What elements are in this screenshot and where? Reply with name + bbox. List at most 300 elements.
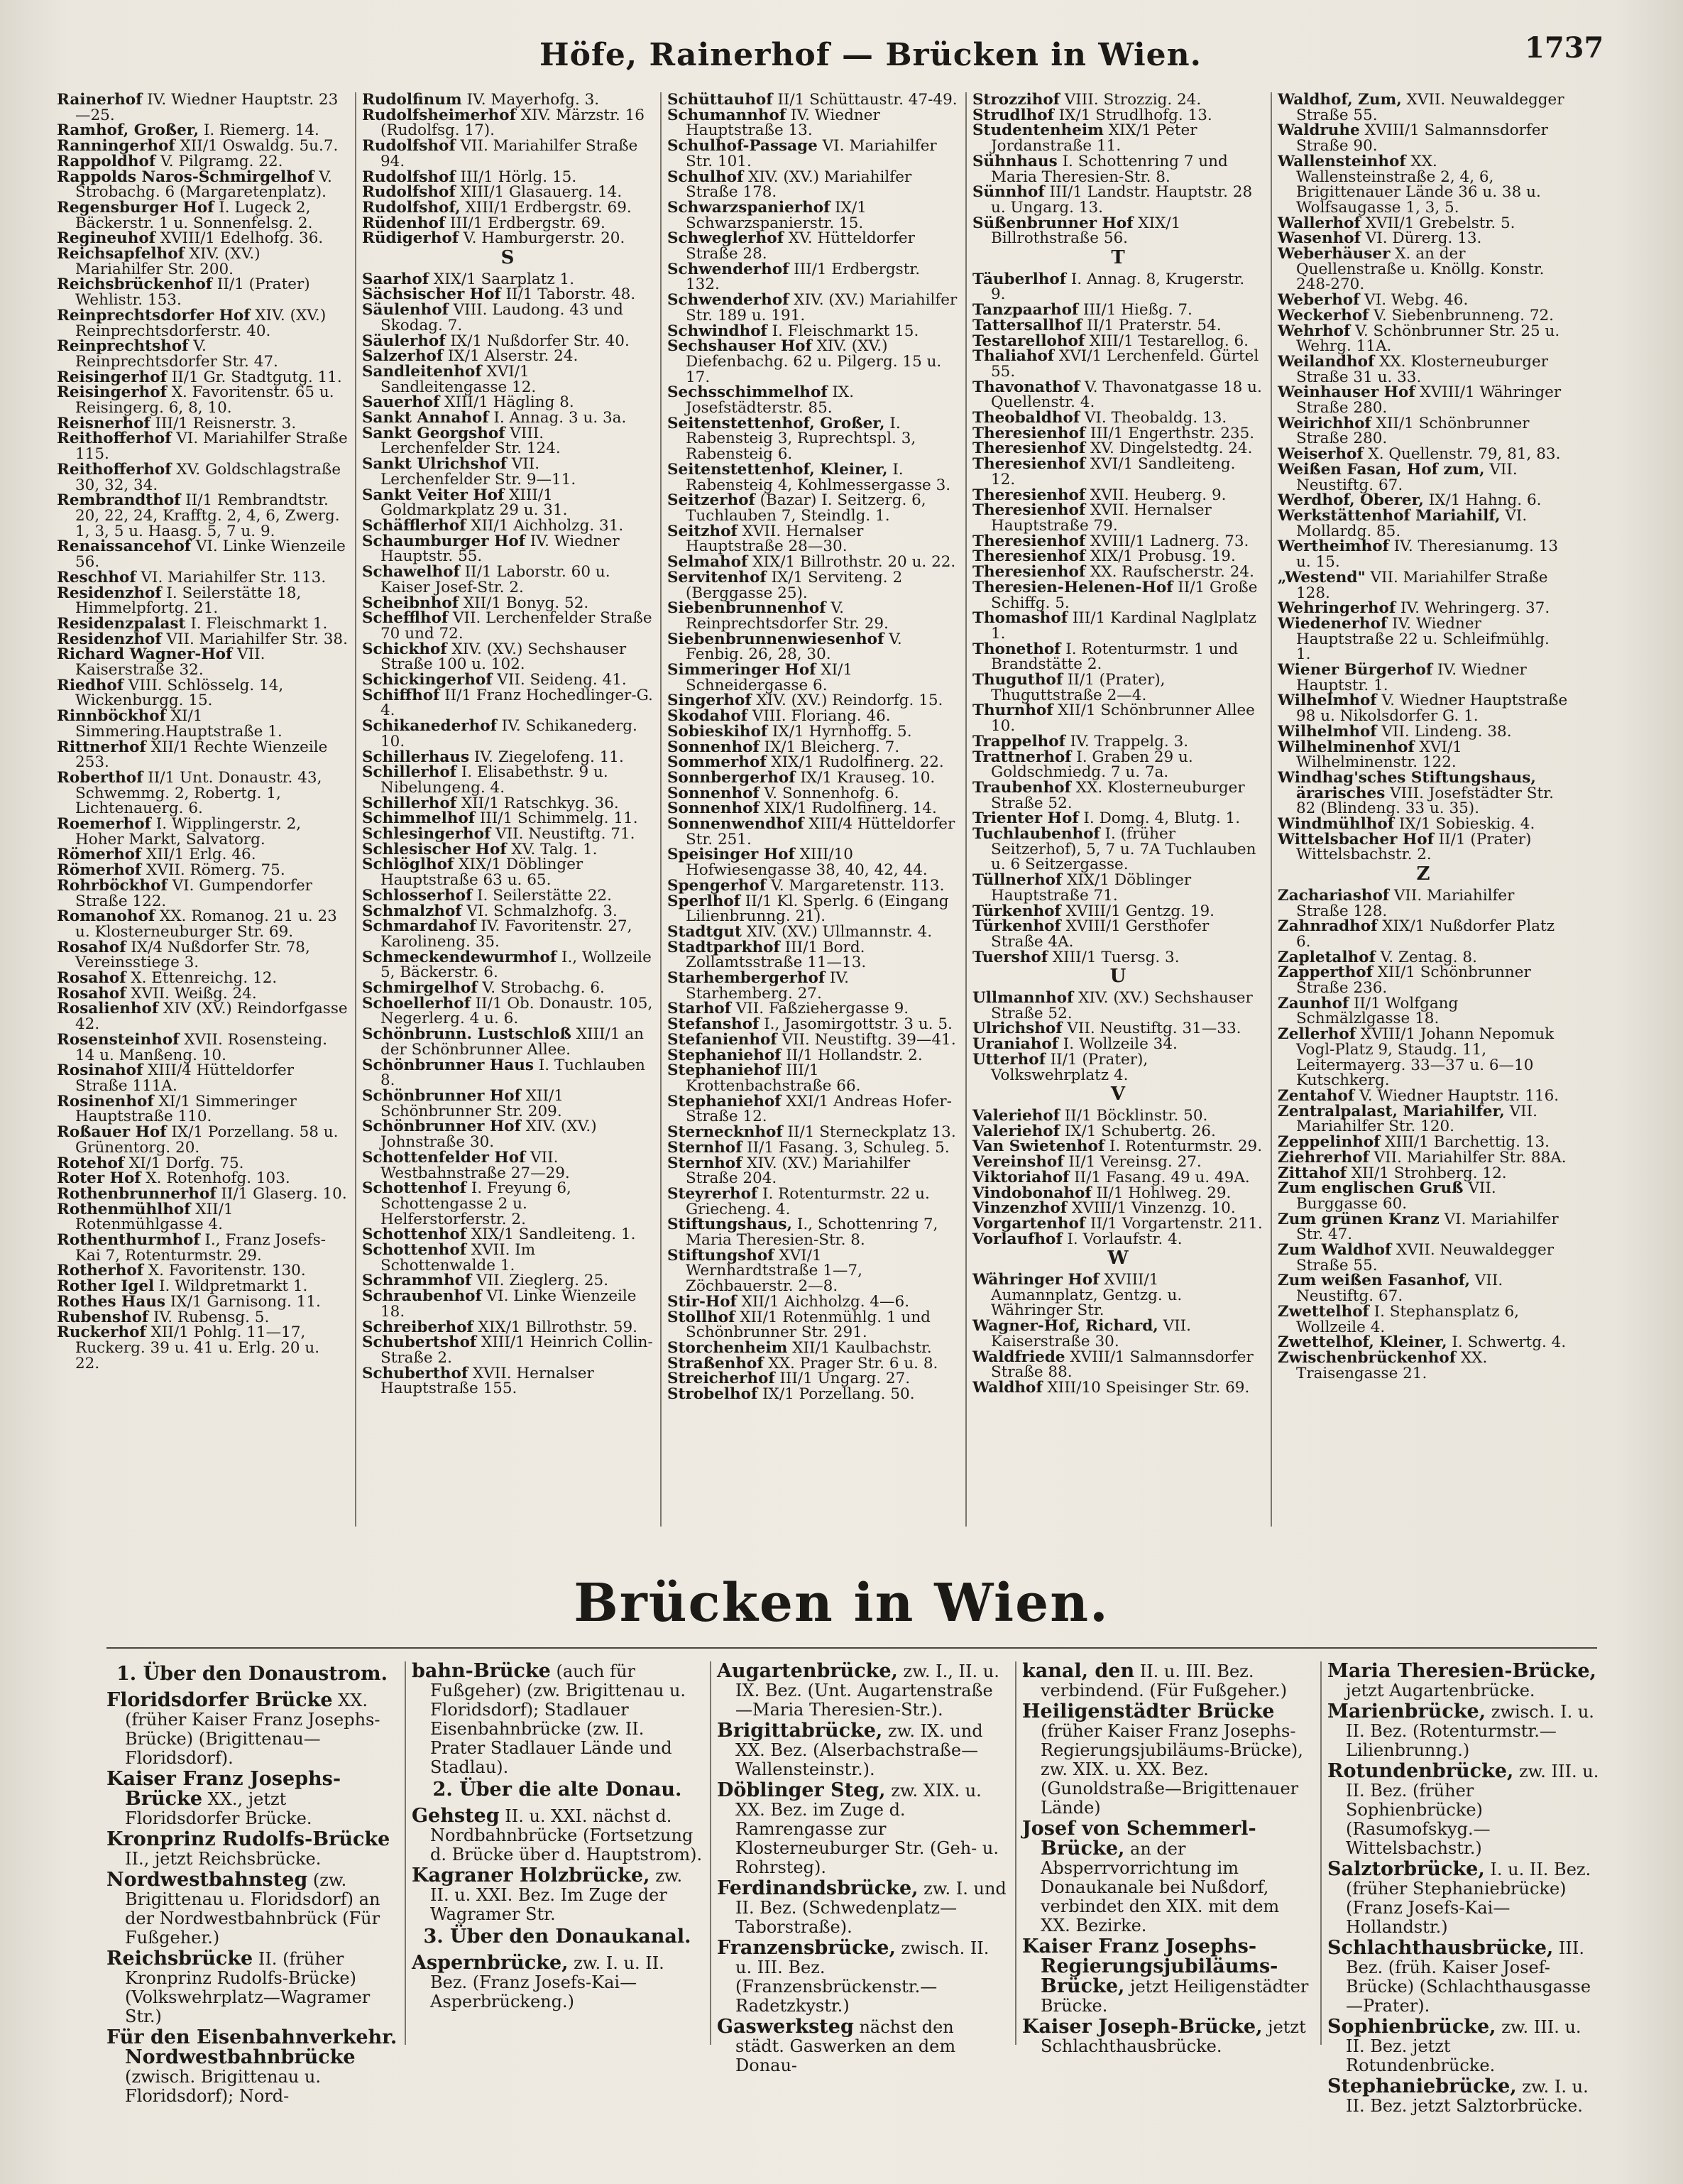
register-entry: Sobieskihof IX/1 Hyrnhoffg. 5. (667, 722, 912, 741)
register-entry: Schubertshof XIII/1 Heinrich Collin-Straße 2. (362, 1333, 653, 1367)
entry-name: Wittelsbacher Hof (1278, 830, 1434, 848)
entry-name: Sünnhof (972, 183, 1045, 202)
entry-name: Schefflhof (362, 609, 449, 628)
register-entry: Zum Waldhof XVII. Neuwaldegger Straße 55. (1278, 1241, 1555, 1274)
entry-name: Wagner-Hof, Richard, (972, 1317, 1158, 1336)
register-entry: Schreiberhof XIX/1 Billrothstr. 59. (362, 1318, 637, 1336)
register-entry: Wilhelmhof V. Wiedner Hauptstraße 98 u. Nikolsdorfer G. 1. (1278, 692, 1568, 726)
page-header (0, 31, 1683, 81)
entry-name: Stephaniehof (667, 1092, 782, 1110)
register-entry: Döblinger Steg, zw. XIX. u. XX. Bez. im Zuge d. Ramrengasse zur Klosterneuburger Str. (Geh- u. Rohrsteg). (717, 1779, 999, 1877)
register-entry: Sonnenwendhof XIII/4 Hütteldorfer Str. 251. (667, 815, 955, 848)
register-entry: Schlachthausbrücke, III. Bez. (früh. Kaiser Josef-Brücke) (Schlachthausgasse—Prater). (1327, 1937, 1591, 2016)
register-entry: Rohrböckhof VI. Gumpendorfer Straße 122. (57, 876, 312, 910)
entry-name: Saarhof (362, 270, 429, 288)
bridges-column-2 (412, 1661, 703, 2059)
entry-name: Thaliahof (972, 347, 1055, 366)
register-entry: Nordwestbahnsteg (zw. Brigittenau u. Floridsdorf) an der Nordwestbahnbrück (Für Fußgeher.) (106, 1869, 380, 1948)
register-entry: Römerhof XVII. Römerg. 75. (57, 861, 285, 880)
register-entry: Van Swietenhof I. Rotenturmstr. 29. (972, 1137, 1263, 1156)
register-entry: Siebenbrunnenwiesenhof V. Fenbig. 26, 28, 30. (667, 630, 902, 664)
register-entry: Rudolfshof XIII/1 Glasauerg. 14. (362, 183, 623, 202)
register-entry: Residenzhof I. Seilerstätte 18, Himmelpfortg. 21. (57, 584, 302, 618)
entry-name: Sandleitenhof (362, 362, 482, 381)
entry-name: Scheibnhof (362, 594, 459, 612)
entry-name: Kaiser Franz Josephs-Regierungsjubiläums-Brücke, (1022, 1935, 1278, 1997)
entry-name: Säulenhof (362, 301, 449, 320)
register-entry: Marienbrücke, zwisch. I. u. II. Bez. (Rotenturmstr.—Lilienbrunng.) (1327, 1700, 1594, 1760)
column-divider (1015, 1661, 1016, 2045)
entry-name: Schmeckendewurmhof (362, 948, 557, 966)
entry-name: Starhembergerhof (667, 969, 826, 988)
register-entry: Schulhof-Passage VI. Mariahilfer Str. 101. (667, 137, 937, 170)
entry-name: Schraubenhof (362, 1287, 482, 1306)
register-entry: Waldfriede XVIII/1 Salmannsdorfer Straße 88. (972, 1348, 1254, 1382)
entry-name: Schimmelhof (362, 809, 475, 828)
column-divider (405, 1661, 406, 2045)
register-entry: Zwettelhof, Kleiner, I. Schwertg. 4. (1278, 1333, 1567, 1352)
entry-name: Thurnhof (972, 701, 1053, 720)
entry-name: Romanohof (57, 907, 155, 926)
register-entry: Salzerhof IX/1 Alserstr. 24. (362, 347, 579, 366)
entry-name: Wasenhof (1278, 229, 1361, 248)
entry-name: Skodahof (667, 707, 747, 726)
register-entry: Theresienhof XVII. Hernalser Hauptstraße 79. (972, 501, 1212, 535)
register-entry: Thavonathof V. Thavonatgasse 18 u. Quellenstr. 4. (972, 378, 1262, 412)
entry-name: Heiligenstädter Brücke (1022, 1700, 1275, 1722)
entry-name: Starhof (667, 1000, 731, 1018)
register-entry: Wehrhof V. Schönbrunner Str. 25 u. Wehrg. 11A. (1278, 322, 1560, 356)
entry-name: Kaiser Franz Josephs-Brücke (106, 1768, 341, 1810)
register-entry: Sünnhof III/1 Landstr. Hauptstr. 28 u. Ungarg. 13. (972, 183, 1253, 217)
entry-name: Rudolfshof, (362, 198, 461, 217)
register-column-4 (972, 92, 1263, 1527)
entry-name: Zachariashof (1278, 886, 1390, 905)
register-entry: Wittelsbacher Hof II/1 (Prater) Wittelsbachstr. 2. (1278, 830, 1532, 864)
entry-name: Zum weißen Fasanhof, (1278, 1272, 1470, 1290)
register-entry: Thonethof I. Rotenturmstr. 1 und Brandstätte 2. (972, 640, 1239, 674)
register-entry: Zwischenbrückenhof XX. Traisengasse 21. (1278, 1348, 1488, 1382)
register-entry: Wiener Bürgerhof IV. Wiedner Hauptstr. 1. (1278, 661, 1527, 694)
register-entry: Zum englischen Gruß VII. Burggasse 60. (1278, 1179, 1496, 1213)
register-entry: Waldhof XIII/10 Speisinger Str. 69. (972, 1378, 1250, 1397)
entry-name: Theobaldhof (972, 409, 1080, 427)
register-entry: Schönbrunner Haus I. Tuchlauben 8. (362, 1056, 645, 1090)
section-letter: U (1109, 966, 1126, 988)
entry-name: Schickingerhof (362, 671, 493, 689)
register-entry: Ferdinandsbrücke, zw. I. und II. Bez. (Schwedenplatz—Taborstraße). (717, 1877, 1007, 1937)
register-entry: Theresienhof XVI/1 Sandleiteng. 12. (972, 455, 1236, 488)
entry-name: Uraniahof (972, 1035, 1058, 1054)
register-entry: Utterhof II/1 (Prater), Volkswehrplatz 4. (972, 1050, 1149, 1084)
register-entry: Rosahof IX/4 Nußdorfer Str. 78, Vereinsstiege 3. (57, 938, 310, 972)
bridges-column-1 (106, 1661, 398, 2106)
register-entry: Theresienhof XV. Dingelstedtg. 24. (972, 439, 1253, 458)
entry-name: Schickhof (362, 640, 447, 658)
register-entry: Kaiser Franz Josephs-Regierungsjubiläums-Brücke, jetzt Heiligenstädter Brücke. (1022, 1935, 1309, 2016)
register-entry: Schönbrunner Hof XIV. (XV.) Johnstraße 30. (362, 1118, 597, 1152)
entry-name: Süßenbrunner Hof (972, 214, 1134, 232)
register-columns (57, 92, 1583, 1527)
entry-name: Schlesischer Hof (362, 840, 507, 858)
register-entry: Sandleitenhof XVI/1 Sandleitengasse 12. (362, 362, 537, 396)
entry-name: Weißen Fasan, Hof zum, (1278, 460, 1485, 479)
entry-name: Sühnhaus (972, 152, 1058, 170)
entry-name: Zapperthof (1278, 963, 1373, 982)
entry-name: Zentralpalast, Mariahilfer, (1278, 1102, 1505, 1120)
register-entry: Kagraner Holzbrücke, zw. II. u. XXI. Bez. Im Zuge der Wagramer Str. (412, 1864, 683, 1924)
entry-name: Windmühlhof (1278, 815, 1395, 834)
register-entry: Renaissancehof VI. Linke Wienzeile 56. (57, 537, 346, 572)
entry-name: Residenzpalast (57, 614, 186, 633)
register-entry: Zapletalhof V. Zentag. 8. (1278, 948, 1477, 966)
entry-name: Schrammhof (362, 1272, 472, 1290)
register-entry: Trattnerhof I. Graben 29 u. Goldschmiedg. 7 u. 7a. (972, 748, 1193, 782)
register-entry: Servitenhof IX/1 Serviteng. 2 (Berggasse 25). (667, 568, 903, 602)
register-entry: Rüdenhof III/1 Erdbergstr. 69. (362, 214, 605, 232)
entry-name: Rinnböckhof (57, 707, 166, 726)
entry-name: Wilhelmhof (1278, 722, 1377, 741)
entry-name: Sächsischer Hof (362, 285, 501, 304)
register-entry: Schottenhof XIX/1 Sandleiteng. 1. (362, 1225, 636, 1244)
register-entry: Rosinahof XIII/4 Hütteldorfer Straße 111A. (57, 1061, 295, 1095)
register-entry: Schottenhof I. Freyung 6, Schottengasse 2 u. Helferstorferstr. 2. (362, 1179, 571, 1228)
register-entry: Stephaniehof XXI/1 Andreas Hofer-Straße 12. (667, 1092, 952, 1126)
register-entry: Schawelhof II/1 Laborstr. 60 u. Kaiser Josef-Str. 2. (362, 563, 610, 596)
column-divider (660, 92, 662, 1527)
register-entry: Rudolfinum IV. Mayerhofg. 3. (362, 91, 600, 109)
entry-name: Floridsdorfer Brücke (106, 1689, 333, 1711)
entry-name: Sobieskihof (667, 722, 768, 741)
entry-name: Vorlaufhof (972, 1230, 1063, 1248)
register-entry: Schwarzspanierhof IX/1 Schwarzspanierstr. 15. (667, 198, 867, 232)
register-entry: bahn-Brücke (auch für Fußgeher) (zw. Brigittenau u. Floridsdorf); Stadlauer Eisenbahnbrücke (zw. II. Prater Stadlauer Lände und Stadlau). (412, 1660, 686, 1777)
register-entry: Stephaniehof III/1 Krottenbachstraße 66. (667, 1061, 861, 1095)
register-entry: Wallensteinhof XX. Wallensteinstraße 2, 4, 6, Brigittenauer Lände 36 u. 38 u. Wolfsaugasse 1, 3, 5. (1278, 152, 1541, 217)
entry-name: Stollhof (667, 1308, 735, 1326)
entry-name: Regensburger Hof (57, 198, 214, 217)
register-column-5 (1278, 92, 1569, 1527)
entry-name: Thomashof (972, 609, 1068, 628)
entry-name: Schaumburger Hof (362, 532, 525, 550)
entry-name: Schlesingerhof (362, 825, 491, 843)
register-entry: Wertheimhof IV. Theresianumg. 13 u. 15. (1278, 537, 1559, 572)
register-entry: Rudolfsheimerhof XIV. Märzstr. 16 (Rudolfsg. 17). (362, 106, 645, 140)
register-entry: Thuguthof II/1 (Prater), Thuguttstraße 2—4. (972, 671, 1166, 704)
bridges-column-5 (1327, 1660, 1604, 2116)
register-entry: Rother Igel I. Wildpretmarkt 1. (57, 1277, 308, 1296)
register-entry: Stadtparkhof III/1 Bord. Zollamtsstraße 11—13. (667, 938, 867, 972)
entry-name: Stadtgut (667, 922, 742, 941)
register-entry: Windhag'sches Stiftungshaus, ärarisches VIII. Josefstädter Str. 82 (Blindeng. 33 u. 35). (1278, 768, 1554, 818)
register-entry: Sauerhof XIII/1 Hägling 8. (362, 393, 574, 412)
entry-name: Rudolfinum (362, 91, 462, 109)
register-entry: Weilandhof XX. Klosterneuburger Straße 31 u. 33. (1278, 352, 1548, 386)
entry-name: Schwenderhof (667, 291, 789, 310)
entry-name: Tattersallhof (972, 316, 1082, 334)
entry-name: Schmirgelhof (362, 979, 478, 998)
register-entry: Reichsapfelhof XIV. (XV.) Mariahilfer Str. 200. (57, 245, 261, 278)
entry-name: Zum grünen Kranz (1278, 1210, 1440, 1228)
register-entry: Valeriehof IX/1 Schubertg. 26. (972, 1122, 1216, 1140)
register-entry: Rappolds Naros-Schmirgelhof V. Strobachg. 6 (Margaretenplatz). (57, 168, 332, 202)
register-entry: Seitzerhof (Bazar) I. Seitzerg. 6, Tuchlauben 7, Steindlg. 1. (667, 491, 926, 525)
register-entry: Schaumburger Hof IV. Wiedner Hauptstr. 55. (362, 532, 620, 566)
entry-name: Thonethof (972, 640, 1061, 658)
entry-name: Vereinshof (972, 1153, 1064, 1172)
register-entry: Zum grünen Kranz VI. Mariahilfer Str. 47. (1278, 1210, 1559, 1244)
register-entry: Rudolfshof VII. Mariahilfer Straße 94. (362, 137, 638, 170)
register-entry: Rosalienhof XIV (XV.) Reindorfgasse 42. (57, 1000, 348, 1034)
entry-name: Rosahof (57, 984, 126, 1003)
register-entry: Zittahof XII/1 Strohberg. 12. (1278, 1164, 1507, 1182)
register-entry: Schlesischer Hof XV. Talg. 1. (362, 840, 598, 858)
entry-name: Rosinahof (57, 1061, 143, 1080)
bridges-columns (106, 1660, 1604, 2116)
entry-name: Sonnenwendhof (667, 815, 804, 834)
column-divider (355, 92, 356, 1527)
entry-name: Wilhelminenhof (1278, 738, 1415, 756)
register-entry: Rothenthurmhof I., Franz Josefs-Kai 7, Rotenturmstr. 29. (57, 1231, 327, 1265)
entry-name: Schlachthausbrücke, (1327, 1937, 1554, 1959)
entry-name: Nordwestbahnsteg (106, 1869, 308, 1891)
entry-name: Renaissancehof (57, 537, 192, 556)
entry-name: Stefanshof (667, 1015, 760, 1034)
entry-name: Schwenderhof (667, 260, 789, 278)
entry-name: Schumannhof (667, 106, 786, 124)
entry-name: Residenzhof (57, 630, 162, 648)
register-entry: Zellerhof XVIII/1 Johann Nepomuk Vogl-Platz 9, Staudg. 11, Leitermayerg. 33—37 u. 6—10 Kutschkerg. (1278, 1025, 1555, 1090)
register-entry: Reisnerhof III/1 Reisnerstr. 3. (57, 414, 297, 432)
entry-name: Ullmannhof (972, 989, 1074, 1008)
register-entry: Vinzenzhof XVIII/1 Vinzenzg. 10. (972, 1199, 1236, 1218)
entry-name: Simmeringer Hof (667, 661, 816, 679)
entry-name: Rothes Haus (57, 1292, 166, 1311)
register-entry: Werkstättenhof Mariahilf, VI. Mollardg. 85. (1278, 506, 1528, 540)
register-entry: Zachariashof VII. Mariahilfer Straße 128. (1278, 886, 1515, 920)
entry-name: Rüdenhof (362, 214, 446, 232)
entry-name: Traubenhof (972, 778, 1071, 797)
register-entry: Schimmelhof III/1 Schimmelg. 11. (362, 809, 638, 828)
entry-name: Waldruhe (1278, 121, 1360, 140)
register-column-3 (667, 92, 958, 1527)
register-entry: Brigittabrücke, zw. IX. und XX. Bez. (Alserbachstraße—Wallensteinstr.). (717, 1720, 983, 1779)
register-entry: Zeppelinhof XIII/1 Barchettig. 13. (1278, 1133, 1550, 1152)
bridges-heading: Brücken in Wien. (574, 1573, 1109, 1634)
register-entry: kanal, den II. u. III. Bez. verbindend. (Für Fußgeher.) (1022, 1660, 1288, 1700)
entry-name: Rappolds Naros-Schmirgelhof (57, 168, 314, 186)
entry-name: Wallensteinhof (1278, 152, 1406, 170)
register-entry: Theresienhof XVIII/1 Ladnerg. 73. (972, 532, 1249, 550)
entry-name: Waldhof, Zum, (1278, 91, 1402, 109)
register-entry: Selmahof XIX/1 Billrothstr. 20 u. 22. (667, 553, 956, 572)
register-column-2 (362, 92, 653, 1527)
entry-name: Ziehrerhof (1278, 1148, 1369, 1167)
section-rule (106, 1647, 1597, 1649)
register-entry: Weirichhof XII/1 Schönbrunner Straße 280. (1278, 414, 1530, 448)
entry-name: Servitenhof (667, 568, 767, 586)
register-entry: Skodahof VIII. Floriang. 46. (667, 707, 891, 726)
entry-name: Ramhof, Großer, (57, 121, 199, 140)
register-entry: Schiffhof II/1 Franz Hochedlinger-G. 4. (362, 686, 653, 720)
entry-name: Wertheimhof (1278, 537, 1389, 556)
entry-name: Salzerhof (362, 347, 444, 366)
entry-name: Schoellerhof (362, 994, 471, 1012)
section-letter: T (1111, 247, 1125, 269)
entry-name: Reichsapfelhof (57, 245, 185, 263)
register-entry: Tanzpaarhof III/1 Hießg. 7. (972, 301, 1193, 320)
entry-name: Rainerhof (57, 91, 143, 109)
entry-name: Siebenbrunnenwiesenhof (667, 630, 884, 648)
entry-name: Zittahof (1278, 1164, 1347, 1182)
entry-name: Testarellohof (972, 332, 1085, 350)
register-entry: Rembrandthof II/1 Rembrandtstr. 20, 22, 24, Krafftg. 2, 4, 6, Zwerg. 1, 3, 5 u. Haasg. 5, 7 u. 9. (57, 491, 340, 540)
entry-name: Stephaniehof (667, 1046, 782, 1064)
register-entry: Sankt Annahof I. Annag. 3 u. 3a. (362, 409, 627, 427)
register-entry: Schlöglhof XIX/1 Döblinger Hauptstraße 63 u. 65. (362, 856, 583, 890)
entry-name: Van Swietenhof (972, 1137, 1105, 1156)
entry-name: Rittnerhof (57, 738, 146, 756)
register-entry: Saarhof XIX/1 Saarplatz 1. (362, 270, 575, 288)
register-entry: Aspernbrücke, zw. I. u. II. Bez. (Franz Josefs-Kai—Asperbrückeng.) (412, 1952, 664, 2011)
register-entry: Wilhelminenhof XVI/1 Wilhelminenstr. 122. (1278, 738, 1462, 772)
entry-name: Kaiser Joseph-Brücke, (1022, 2016, 1263, 2038)
register-entry: Salztorbrücke, I. u. II. Bez. (früher Stephaniebrücke) (Franz Josefs-Kai—Hollandstr.) (1327, 1858, 1591, 1937)
entry-name: Sauerhof (362, 393, 440, 412)
register-entry: Augartenbrücke, zw. I., II. u. IX. Bez. (Unt. Augartenstraße—Maria Theresien-Str.). (717, 1660, 999, 1720)
register-entry: Seitenstettenhof, Kleiner, I. Rabensteig 4, Kohlmessergasse 3. (667, 460, 951, 494)
entry-name: Sonnenhof (667, 799, 760, 818)
entry-name: Rudolfshof (362, 168, 456, 186)
register-entry: Sonnenhof XIX/1 Rudolfinerg. 14. (667, 799, 937, 818)
register-entry: Säulerhof IX/1 Nußdorfer Str. 40. (362, 332, 630, 350)
page-number: 1737 (1525, 31, 1604, 65)
register-entry: Stephaniebrücke, zw. I. u. II. Bez. jetzt Salztorbrücke. (1327, 2075, 1589, 2116)
register-entry: Kaiser Joseph-Brücke, jetzt Schlachthausbrücke. (1022, 2016, 1306, 2056)
entry-name: Rembrandthof (57, 491, 181, 510)
entry-name: Rotherhof (57, 1262, 143, 1280)
entry-name: Zaunhof (1278, 994, 1349, 1012)
register-entry: Schrammhof VII. Zieglerg. 25. (362, 1272, 609, 1290)
entry-name: Rosinenhof (57, 1092, 154, 1110)
entry-name: Schulhof-Passage (667, 137, 818, 155)
register-entry: Sühnhaus I. Schottenring 7 und Maria Theresien-Str. 8. (972, 152, 1228, 186)
register-entry: Weberhäuser X. an der Quellenstraße u. Knöllg. Konstr. 248-270. (1278, 245, 1545, 294)
register-entry: Valeriehof II/1 Böcklinstr. 50. (972, 1107, 1208, 1125)
register-entry: Franzensbrücke, zwisch. II. u. III. Bez. (Franzensbrückenstr.—Radetzkystr.) (717, 1937, 989, 2016)
register-entry: Tattersallhof II/1 Praterstr. 54. (972, 316, 1222, 334)
entry-name: Reichsbrückenhof (57, 275, 213, 294)
register-entry: Stiftungshaus, I., Schottenring 7, Maria Theresien-Str. 8. (667, 1216, 938, 1250)
register-entry: Straßenhof XX. Prager Str. 6 u. 8. (667, 1354, 938, 1372)
register-entry: Schikanederhof IV. Schikanederg. 10. (362, 717, 637, 750)
register-entry: Währinger Hof XVIII/1 Aumannplatz, Gentzg. u. Währinger Str. (972, 1271, 1183, 1320)
entry-name: Theresien-Helenen-Hof (972, 578, 1173, 596)
register-entry: Residenzhof VII. Mariahilfer Str. 38. (57, 630, 348, 648)
entry-name: Reithofferhof (57, 460, 172, 479)
register-entry: Schmardahof IV. Favoritenstr. 27, Karolineng. 35. (362, 917, 632, 951)
entry-name: Sankt Annahof (362, 409, 489, 427)
entry-name: Werdhof, Oberer, (1278, 491, 1424, 510)
entry-name: Rothenthurmhof (57, 1231, 200, 1250)
entry-name: Roemerhof (57, 815, 151, 834)
entry-name: Studentenheim (972, 121, 1104, 140)
register-entry: Vereinshof II/1 Vereinsg. 27. (972, 1153, 1202, 1172)
register-entry: Zum weißen Fasanhof, VII. Neustiftg. 67. (1278, 1272, 1503, 1306)
entry-name: Zellerhof (1278, 1025, 1356, 1044)
register-entry: Schlesingerhof VII. Neustiftg. 71. (362, 825, 635, 843)
register-entry: Sonnenhof V. Sonnenhofg. 6. (667, 784, 899, 802)
entry-name: Residenzhof (57, 584, 162, 602)
entry-name: Zwettelhof (1278, 1302, 1369, 1321)
entry-name: Schönbrunn. Lustschloß (362, 1025, 571, 1044)
register-entry: Windmühlhof IX/1 Sobieskig. 4. (1278, 815, 1535, 834)
register-entry: Wallerhof XVII/1 Grebelstr. 5. (1278, 214, 1515, 232)
register-entry: Ramhof, Großer, I. Riemerg. 14. (57, 121, 319, 140)
entry-name: Ranningerhof (57, 137, 175, 155)
register-entry: Schwindhof I. Fleischmarkt 15. (667, 322, 919, 340)
register-entry: Schraubenhof VI. Linke Wienzeile 18. (362, 1287, 637, 1321)
entry-name: Schwarzspanierhof (667, 198, 830, 217)
register-entry: Süßenbrunner Hof XIX/1 Billrothstraße 56. (972, 214, 1181, 248)
entry-name: Rosalienhof (57, 1000, 159, 1018)
entry-name: Salztorbrücke, (1327, 1858, 1485, 1880)
register-entry: Rosahof X. Ettenreichg. 12. (57, 969, 278, 988)
register-entry: Studentenheim XIX/1 Peter Jordanstraße 11. (972, 121, 1197, 155)
register-entry: Regineuhof XVIII/1 Edelhofg. 36. (57, 229, 324, 248)
entry-name: Schönbrunner Hof (362, 1087, 521, 1105)
register-entry: Waldruhe XVIII/1 Salmannsdorfer Straße 90. (1278, 121, 1548, 155)
register-entry: Viktoriahof II/1 Fasang. 49 u. 49A. (972, 1168, 1250, 1186)
entry-name: Reisnerhof (57, 414, 150, 432)
entry-name: Tanzpaarhof (972, 301, 1079, 320)
entry-name: Wiener Bürgerhof (1278, 661, 1433, 679)
register-entry: Vindobonahof II/1 Hohlweg. 29. (972, 1184, 1232, 1202)
entry-name: Sankt Georgshof (362, 424, 505, 442)
register-entry: Singerhof XIV. (XV.) Reindorfg. 15. (667, 692, 943, 710)
register-entry: Rinnböckhof XI/1 Simmering.Hauptstraße 1. (57, 707, 283, 741)
register-entry: Sperlhof II/1 Kl. Sperlg. 6 (Eingang Lilienbrunng. 21). (667, 892, 949, 926)
entry-name: Schmalzhof (362, 902, 462, 920)
entry-name: Kronprinz Rudolfs-Brücke (106, 1828, 390, 1850)
register-entry: Schillerhaus IV. Ziegelofeng. 11. (362, 748, 624, 766)
entry-name: Valeriehof (972, 1122, 1060, 1140)
register-entry: Weberhof VI. Webg. 46. (1278, 291, 1469, 310)
register-entry: Starhof VII. Faßziehergasse 9. (667, 1000, 909, 1018)
entry-name: Ruckerhof (57, 1323, 146, 1342)
entry-name: Sternhof (667, 1138, 742, 1157)
entry-name: Aspernbrücke, (412, 1952, 569, 1974)
register-entry: Türkenhof XVIII/1 Gentzg. 19. (972, 902, 1215, 920)
register-entry: Rubenshof IV. Rubensg. 5. (57, 1308, 270, 1326)
entry-name: „Westend" (1278, 568, 1366, 586)
register-entry: Schefflhof VII. Lerchenfelder Straße 70 und 72. (362, 609, 652, 643)
register-entry: Wasenhof VI. Dürerg. 13. (1278, 229, 1482, 248)
register-entry: Wagner-Hof, Richard, VII. Kaiserstraße 30. (972, 1317, 1191, 1350)
entry-name: Wiedenerhof (1278, 614, 1388, 633)
entry-name: Rotehof (57, 1154, 125, 1172)
register-entry: Sechsschimmelhof IX. Josefstädterstr. 85. (667, 383, 855, 417)
entry-name: Josef von Schemmerl-Brücke, (1022, 1818, 1256, 1860)
bridges-column-4 (1022, 1661, 1313, 2059)
entry-name: Spengerhof (667, 876, 767, 895)
entry-name: Schlosserhof (362, 886, 473, 905)
register-entry: Reithofferhof VI. Mariahilfer Straße 115. (57, 430, 348, 464)
register-entry: Tuershof XIII/1 Tuersg. 3. (972, 948, 1180, 966)
entry-name: Riedhof (57, 676, 124, 694)
entry-name: Sperlhof (667, 892, 740, 910)
register-entry: Schweglerhof XV. Hütteldorfer Straße 28. (667, 229, 915, 263)
